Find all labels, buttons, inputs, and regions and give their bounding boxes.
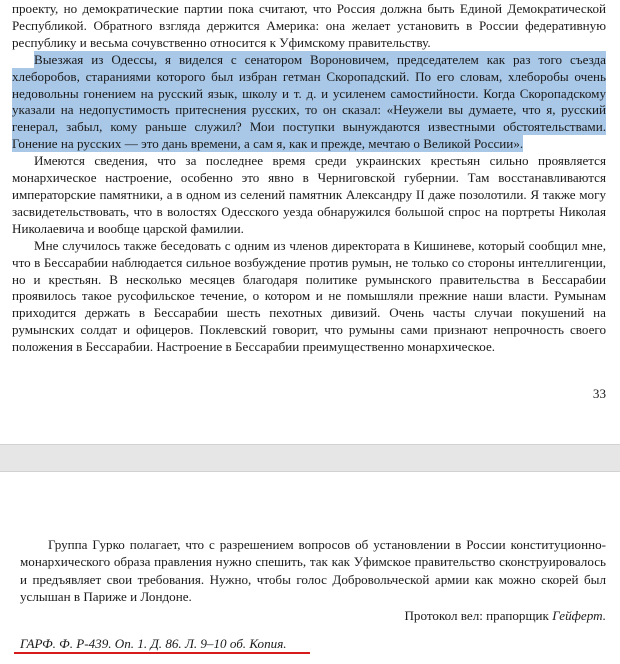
paragraph-monarchism-ukraine: Имеются сведения, что за последнее время среди украинских крестьян сильно проявляется монархическое настроение, особенно это явно в Черниговской губернии. Там восстанавливаются императорские памятники, а в одном из селений памятник Александру II даже позолотили. Я также могу засвидетельствовать, что в волостях Одесского уезда обнаружился большой спрос на портреты Николая Николаевича и вообще царской фамилии. bbox=[12, 153, 606, 236]
red-underline bbox=[14, 652, 310, 654]
upper-text-block bbox=[12, 1, 606, 356]
paragraph-gurko-group: Группа Гурко полагает, что с разрешением вопросов об установлении в России конституционно-монархического образа правления нужно спешить, так как Уфимское правительство сконструировалось и предъявляет свои требования. Нужно, чтобы голос Добровольческой армии как можно скорей был услышан в Париже и Лондоне. bbox=[20, 537, 606, 605]
paragraph-bessarabia: Мне случилось также беседовать с одним из членов директората в Кишиневе, который сообщил мне, что в Бессарабии наблюдается сильное возбуждение против румын, не только со стороны интеллигенции, но и крестьян. В несколько месяцев благодаря политике румынского правительства в Бессарабии проявилось такое русофильское течение, о котором и не помышляли прежние наши власти. Румынам приходится держать в Бессарабии шесть пехотных дивизий. Очень часты случаи покушений на румынских солдат и офицеров. Поклевский говорит, что румыны сами признают непрочность своего положения в Бессарабии. Настроение в Бессарабии преимущественно монархическое. bbox=[12, 237, 606, 355]
archive-source-citation: ГАРФ. Ф. Р-439. Оп. 1. Д. 86. Л. 9–10 об. Копия. bbox=[20, 636, 287, 651]
signature-prefix: Протокол вел: прапорщик bbox=[404, 608, 549, 623]
paragraph-odessa-voronovich bbox=[12, 52, 606, 153]
paragraph-constitution: проекту, но демократические партии пока считают, что Россия должна быть Единой Демократической Республикой. Обратного взгляда держится Америка: она желает установить в России федеративную республику и весьма сочувственно относится к Уфимскому правительству. bbox=[12, 1, 606, 50]
highlighted-text: Выезжая из Одессы, я виделся с сенатором Вороновичем, председателем как раз того съезда хлеборобов, стараниями которого был избран гетман Скоропадский. По его словам, хлеборобы очень недовольны гонением на русский язык, школу и т. д. и усиленем самостийности. Когда Скоропадскому указали на недопустимость притеснения русских, то он сказал: «Неужели вы думаете, что я, русский генерал, забыл, кому раньше служил? Мои поступки вынуждаются известными обстоятельствами. Гонение на русских — это дань времени, а сам я, как и прежде, мечтаю о Великой России». bbox=[12, 51, 606, 152]
page-number: 33 bbox=[592, 386, 606, 401]
signature-name: Гейферт. bbox=[552, 608, 606, 623]
protocol-signature bbox=[404, 608, 606, 624]
lower-text-block bbox=[20, 536, 606, 606]
page-separator bbox=[0, 444, 620, 472]
